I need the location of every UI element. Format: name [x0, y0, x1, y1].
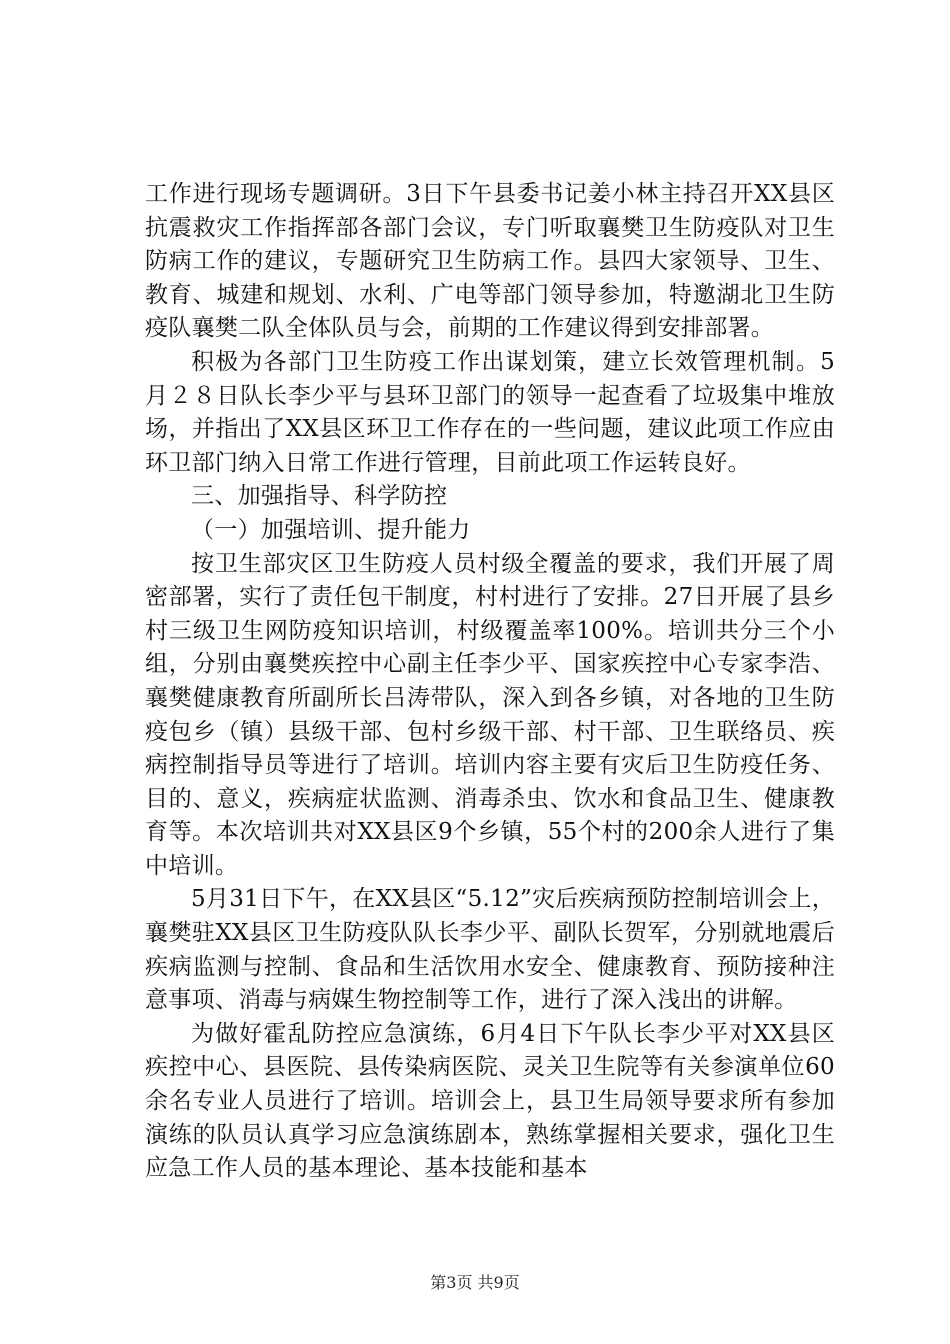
page-number-label: 第3页 共9页	[430, 1273, 520, 1292]
paragraph-continuation: 工作进行现场专题调研。3日下午县委书记姜小林主持召开XX县区抗震救灾工作指挥部各部门会议，专门听取襄樊卫生防疫队对卫生防病工作的建议，专题研究卫生防病工作。县四大家领导、卫生、教育、城建和规划、水利、广电等部门领导参加，特邀湖北卫生防疫队襄樊二队全体队员与会，前期的工作建议得到安排部署。	[145, 181, 835, 342]
paragraph-training-coverage: 按卫生部灾区卫生防疫人员村级全覆盖的要求，我们开展了周密部署，实行了责任包干制度，村村进行了安排。27日开展了县乡村三级卫生网防疫知识培训，村级覆盖率100%。培训共分三个小组，分别由襄樊疾控中心副主任李少平、国家疾控中心专家李浩、襄樊健康教育所副所长吕涛带队，深入到各乡镇，对各地的卫生防疫包乡（镇）县级干部、包村乡级干部、村干部、卫生联络员、疾病控制指导员等进行了培训。培训内容主要有灾后卫生防疫任务、目的、意义，疾病症状监测、消毒杀虫、饮水和食品卫生、健康教育等。本次培训共对XX县区9个乡镇，55个村的200余人进行了集中培训。	[145, 550, 835, 879]
document-body	[145, 178, 835, 1186]
subsection-heading: （一）加强培训、提升能力	[191, 516, 471, 543]
paragraph-cholera-drill: 为做好霍乱防控应急演练，6月4日下午队长李少平对XX县区疾控中心、县医院、县传染病医院、灵关卫生院等有关参演单位60余名专业人员进行了培训。培训会上，县卫生局领导要求所有参加演练的队员认真学习应急演练剧本，熟练掌握相关要求，强化卫生应急工作人员的基本理论、基本技能和基本	[145, 1020, 835, 1182]
paragraph-sanitation-planning: 积极为各部门卫生防疫工作出谋划策，建立长效管理机制。5月２８日队长李少平与县环卫部门的领导一起查看了垃圾集中堆放场，并指出了XX县区环卫工作存在的一些问题，建议此项工作应由环卫部门纳入日常工作进行管理，目前此项工作运转良好。	[145, 348, 835, 476]
section-heading: 三、加强指导、科学防控	[191, 483, 448, 510]
page-footer	[0, 1270, 950, 1293]
paragraph-training-may31: 5月31日下午，在XX县区“5.12”灾后疾病预防控制培训会上，襄樊驻XX县区卫生防疫队队长李少平、副队长贺军，分别就地震后疾病监测与控制、食品和生活饮用水安全、健康教育、预防接种注意事项、消毒与病媒生物控制等工作，进行了深入浅出的讲解。	[145, 886, 835, 1014]
